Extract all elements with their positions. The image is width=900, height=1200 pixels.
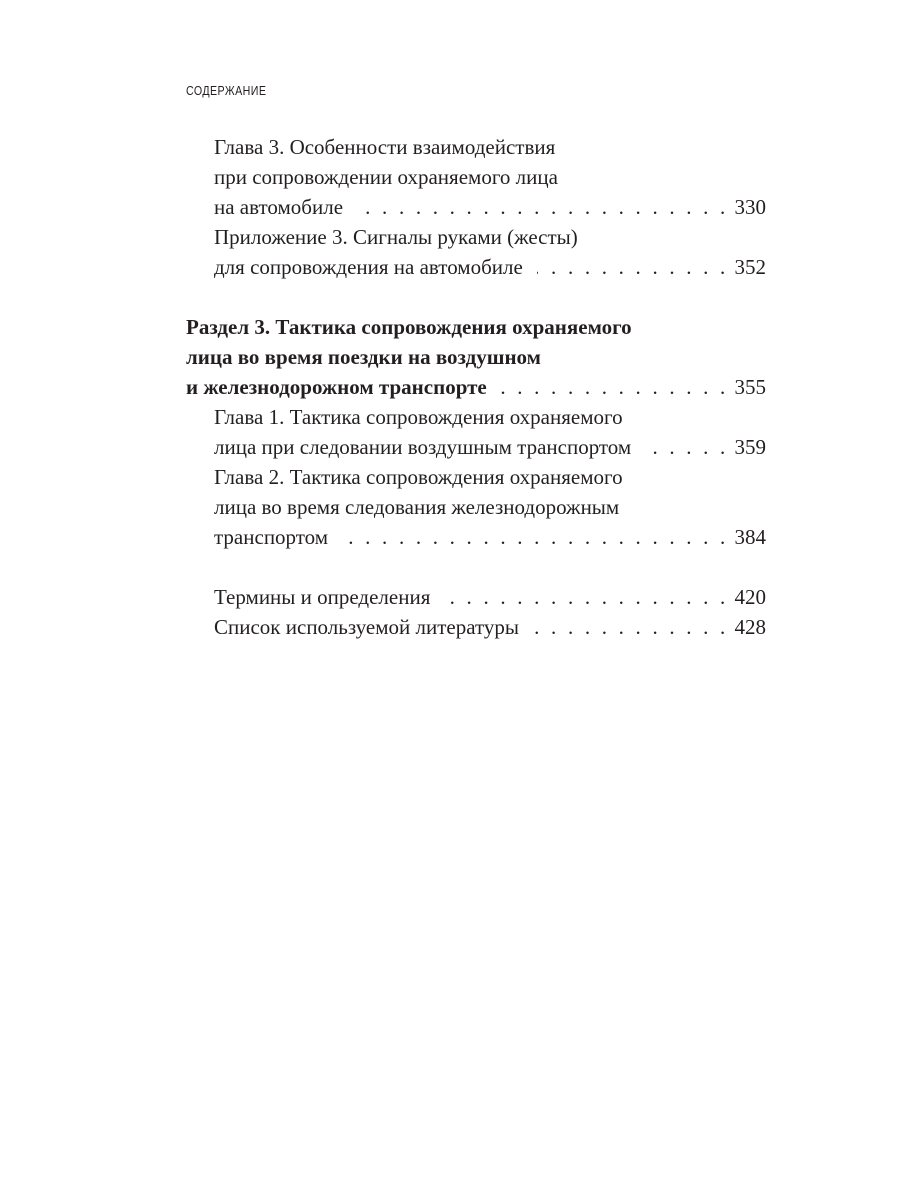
toc-entry-line: Глава 3. Особенности взаимодействия bbox=[214, 135, 556, 159]
toc-entry-line: и железнодорожном транспорте bbox=[186, 375, 487, 399]
toc-entry-line: Список используемой литературы bbox=[214, 615, 520, 639]
page-number: 359 bbox=[734, 435, 766, 459]
toc-entry-terms[interactable] bbox=[186, 582, 766, 612]
page-number: 428 bbox=[734, 615, 766, 639]
table-of-contents bbox=[186, 132, 766, 642]
toc-entry-line: лица при следовании воздушным транспортом bbox=[214, 435, 632, 459]
running-head: СОДЕРЖАНИЕ bbox=[186, 83, 267, 98]
toc-entry-line: Термины и определения bbox=[214, 585, 431, 609]
dot-leader bbox=[444, 582, 728, 612]
toc-entry-line: лица во время поездки на воздушном bbox=[186, 345, 541, 369]
toc-entry-line: транспортом bbox=[214, 525, 329, 549]
toc-entry-line: Раздел 3. Тактика сопровождения охраняемого bbox=[186, 315, 632, 339]
toc-entry-line: лица во время следования железнодорожным bbox=[214, 495, 620, 519]
page-number: 330 bbox=[734, 195, 766, 219]
page-number: 420 bbox=[734, 585, 766, 609]
toc-entry-line: Глава 2. Тактика сопровождения охраняемого bbox=[214, 465, 623, 489]
toc-entry-appendix-3[interactable] bbox=[186, 222, 766, 282]
toc-entry-line: Глава 1. Тактика сопровождения охраняемого bbox=[214, 405, 623, 429]
dot-leader bbox=[645, 432, 728, 462]
dot-leader bbox=[342, 522, 728, 552]
toc-entry-section-3[interactable] bbox=[186, 312, 766, 402]
dot-leader bbox=[537, 252, 729, 282]
toc-entry-line: Приложение 3. Сигналы руками (жесты) bbox=[214, 225, 578, 249]
toc-entry-line: для сопровождения на автомобиле bbox=[214, 255, 523, 279]
toc-entry-chapter-3[interactable] bbox=[186, 132, 766, 222]
toc-entry-chapter-1[interactable] bbox=[186, 402, 766, 462]
dot-leader bbox=[501, 372, 729, 402]
dot-leader bbox=[357, 192, 728, 222]
toc-entry-line: на автомобиле bbox=[214, 195, 344, 219]
page-number: 355 bbox=[734, 375, 766, 399]
toc-entry-chapter-2[interactable] bbox=[186, 462, 766, 552]
dot-leader bbox=[533, 612, 728, 642]
page-number: 352 bbox=[734, 255, 766, 279]
toc-entry-literature[interactable] bbox=[186, 612, 766, 642]
page-number: 384 bbox=[734, 525, 766, 549]
toc-entry-line: при сопровождении охраняемого лица bbox=[214, 165, 558, 189]
